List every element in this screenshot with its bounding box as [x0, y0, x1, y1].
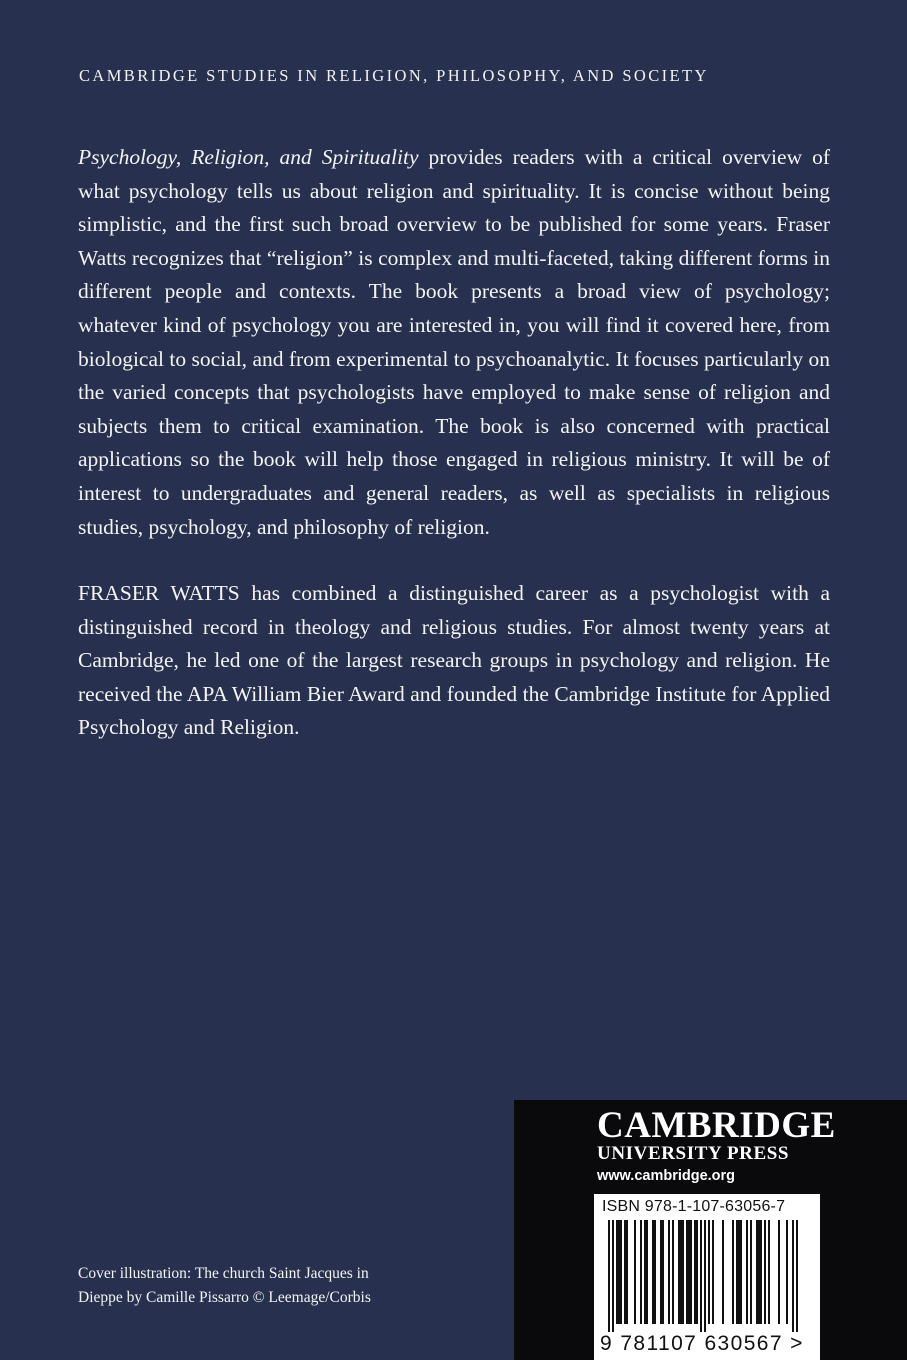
barcode-bar	[736, 1220, 738, 1324]
book-title: Psychology, Religion, and Spirituality	[78, 145, 419, 169]
barcode-bar	[608, 1220, 610, 1332]
barcode-bar	[764, 1220, 766, 1324]
barcode-bar	[682, 1220, 684, 1324]
barcode-bar	[612, 1220, 614, 1332]
publisher-subtitle: UNIVERSITY PRESS	[597, 1143, 790, 1164]
barcode-bar	[708, 1220, 710, 1324]
barcode-bar	[618, 1220, 620, 1324]
author-bio: FRASER WATTS has combined a distinguished career as a psychologist with a distinguished record in theology and religious studies. For almost twenty years at Cambridge, he led one of the largest research groups in psychology and religion. He received the APA William Bier Award and founded the Cambridge Institute for Applied Psychology and Religion.	[78, 581, 830, 740]
barcode-bar	[678, 1220, 680, 1324]
barcode-bar	[652, 1220, 654, 1324]
isbn-label: ISBN 978-1-107-63056-7	[602, 1198, 786, 1215]
series-title: CAMBRIDGE STUDIES IN RELIGION, PHILOSOPHY, AND SOCIETY	[79, 66, 709, 85]
barcode-panel	[594, 1194, 820, 1360]
publisher-url: www.cambridge.org	[597, 1168, 736, 1184]
publisher-box	[514, 1100, 907, 1360]
barcode-bar	[646, 1220, 648, 1324]
barcode-bar	[722, 1220, 724, 1324]
barcode-bar	[620, 1220, 622, 1324]
book-description	[78, 141, 830, 544]
barcode-bar	[704, 1220, 706, 1332]
cover-credit-line-2: Dieppe by Camille Pissarro © Leemage/Corbis	[78, 1289, 371, 1306]
barcode-bar	[696, 1220, 698, 1324]
barcode-bar	[662, 1220, 664, 1324]
barcode-bar	[760, 1220, 762, 1324]
barcode-bar	[796, 1220, 798, 1332]
barcode-bar	[688, 1220, 690, 1324]
barcode-bar	[700, 1220, 702, 1332]
barcode-bar	[654, 1220, 656, 1324]
barcode-bar	[738, 1220, 740, 1324]
barcode-bar	[644, 1220, 646, 1324]
barcode-bar	[746, 1220, 748, 1324]
description-text: provides readers with a critical overview of what psychology tells us about religion and spirituality. It is concise without being simplistic, and the first such broad overview to be published for some years. Fraser Watts recognizes that “religion” is complex and multi-faceted, taking different forms in different people and contexts. The book presents a broad view of psychology; whatever kind of psychology you are interested in, you will find it covered here, from biological to social, and from experimental to psychoanalytic. It focuses particularly on the varied concepts that psychologists have employed to make sense of religion and subjects them to critical examination. The book is also concerned with practical applications so the book will help those engaged in religious ministry. It will be of interest to undergraduates and general readers, as well as specialists in religious studies, psychology, and philosophy of religion.	[78, 145, 831, 539]
barcode-bar	[792, 1220, 794, 1332]
barcode-bar	[640, 1220, 642, 1324]
publisher-name: CAMBRIDGE	[597, 1105, 836, 1146]
barcode-bar	[768, 1220, 770, 1324]
barcode-digits: 9 781107 630567 >	[600, 1332, 804, 1355]
barcode-bar	[686, 1220, 688, 1324]
barcode-bar	[778, 1220, 780, 1324]
barcode-bar	[626, 1220, 628, 1324]
barcode-bar	[668, 1220, 670, 1324]
barcode-bar	[616, 1220, 618, 1324]
cover-credit	[78, 1262, 398, 1310]
barcode-bar	[624, 1220, 626, 1324]
barcode-bar	[694, 1220, 696, 1324]
barcode-bar	[750, 1220, 752, 1324]
barcode-bar	[680, 1220, 682, 1324]
barcode-bar	[786, 1220, 788, 1324]
barcode-bar	[634, 1220, 636, 1324]
cover-credit-line-1: Cover illustration: The church Saint Jacques in	[78, 1265, 369, 1282]
barcode-bar	[758, 1220, 760, 1324]
barcode-bar	[740, 1220, 742, 1324]
barcode-bar	[732, 1220, 734, 1324]
barcode-bar	[756, 1220, 758, 1324]
barcode-bar	[690, 1220, 692, 1324]
barcode-bar	[712, 1220, 714, 1324]
barcode-icon	[604, 1220, 808, 1332]
barcode-bar	[672, 1220, 674, 1324]
barcode-bar	[660, 1220, 662, 1324]
